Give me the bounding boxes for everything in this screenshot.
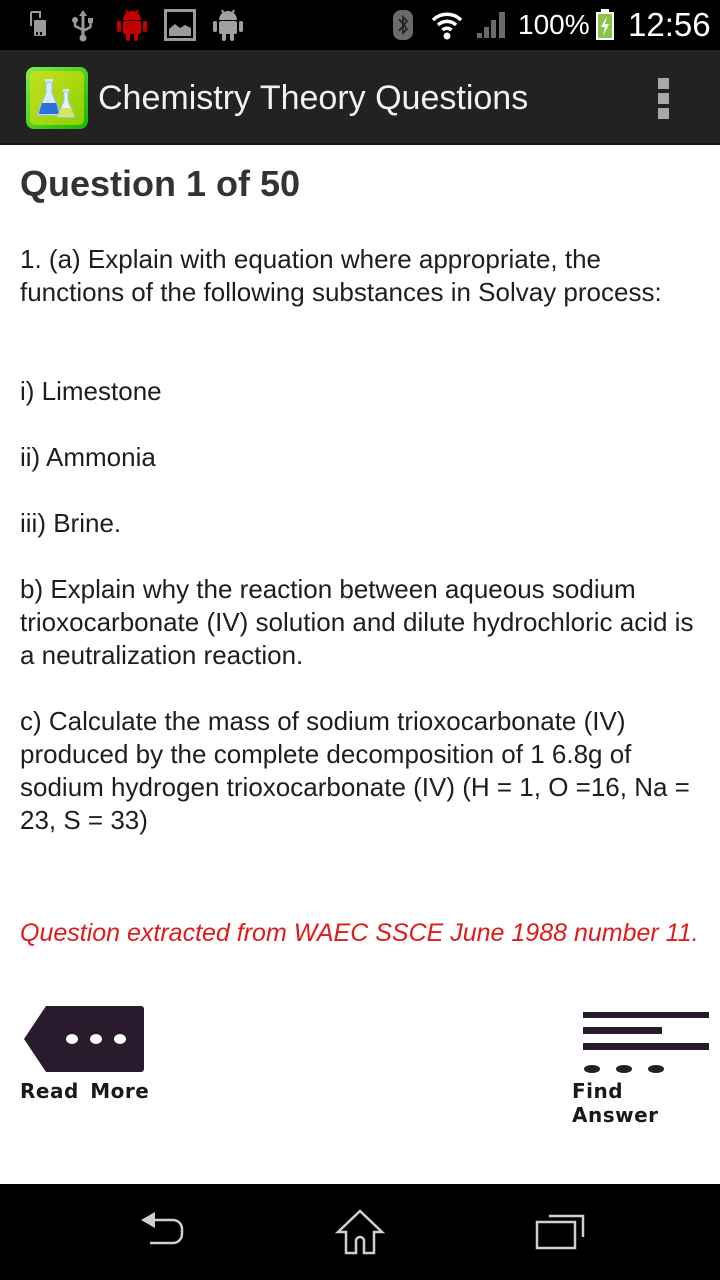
action-bar	[0, 50, 720, 145]
question-heading: Question 1 of 50	[20, 163, 301, 204]
home-icon	[335, 1209, 385, 1255]
gallery-icon	[163, 8, 197, 42]
question-source-note: Question extracted from WAEC SSCE June 1988 number 11.	[20, 919, 699, 947]
overflow-menu-button[interactable]	[652, 72, 676, 124]
battery-percent: 100%	[518, 9, 590, 40]
read-more-button[interactable]	[20, 1005, 149, 1103]
find-answer-button[interactable]	[572, 1005, 720, 1127]
back-icon	[135, 1212, 185, 1252]
back-button[interactable]	[130, 1204, 190, 1260]
home-button[interactable]	[330, 1204, 390, 1260]
android-icon	[212, 8, 244, 42]
overflow-menu-icon	[658, 78, 669, 89]
answer-list-icon	[582, 1005, 710, 1075]
read-more-label: Read More	[20, 1079, 150, 1103]
overflow-menu-icon	[658, 108, 669, 119]
signal-icon	[476, 8, 508, 42]
usb-icon	[70, 8, 96, 42]
more-tag-icon	[24, 1005, 146, 1073]
navigation-bar	[0, 1184, 720, 1280]
overflow-menu-icon	[658, 93, 669, 104]
clock: 12:56	[628, 6, 711, 43]
chemistry-flask-icon[interactable]	[26, 67, 88, 129]
question-part-b: b) Explain why the reaction between aqueous sodium trioxocarbonate (IV) solution and dilute hydrochloric acid is a neutralization reaction.	[20, 574, 694, 670]
battery-charging-icon	[594, 8, 616, 42]
wifi-icon	[430, 8, 464, 42]
question-item: i) Limestone	[20, 376, 162, 406]
bluetooth-icon	[392, 8, 414, 42]
android-debug-icon	[116, 8, 148, 42]
sd-card-icon	[26, 8, 50, 42]
question-part-c: c) Calculate the mass of sodium trioxocarbonate (IV) produced by the complete decomposition of 1 6.8g of sodium hydrogen trioxocarbonate (IV) (H = 1, O =16, Na = 23, S = 33)	[20, 706, 690, 835]
question-item: ii) Ammonia	[20, 442, 156, 472]
recent-apps-button[interactable]	[530, 1204, 590, 1260]
find-answer-label: Find Answer	[572, 1079, 659, 1127]
app-title: Chemistry Theory Questions	[98, 79, 529, 117]
status-bar	[0, 0, 720, 50]
recent-apps-icon	[535, 1214, 585, 1250]
question-intro: 1. (a) Explain with equation where appropriate, the functions of the following substances in Solvay process:	[20, 244, 662, 307]
question-item: iii) Brine.	[20, 508, 122, 538]
